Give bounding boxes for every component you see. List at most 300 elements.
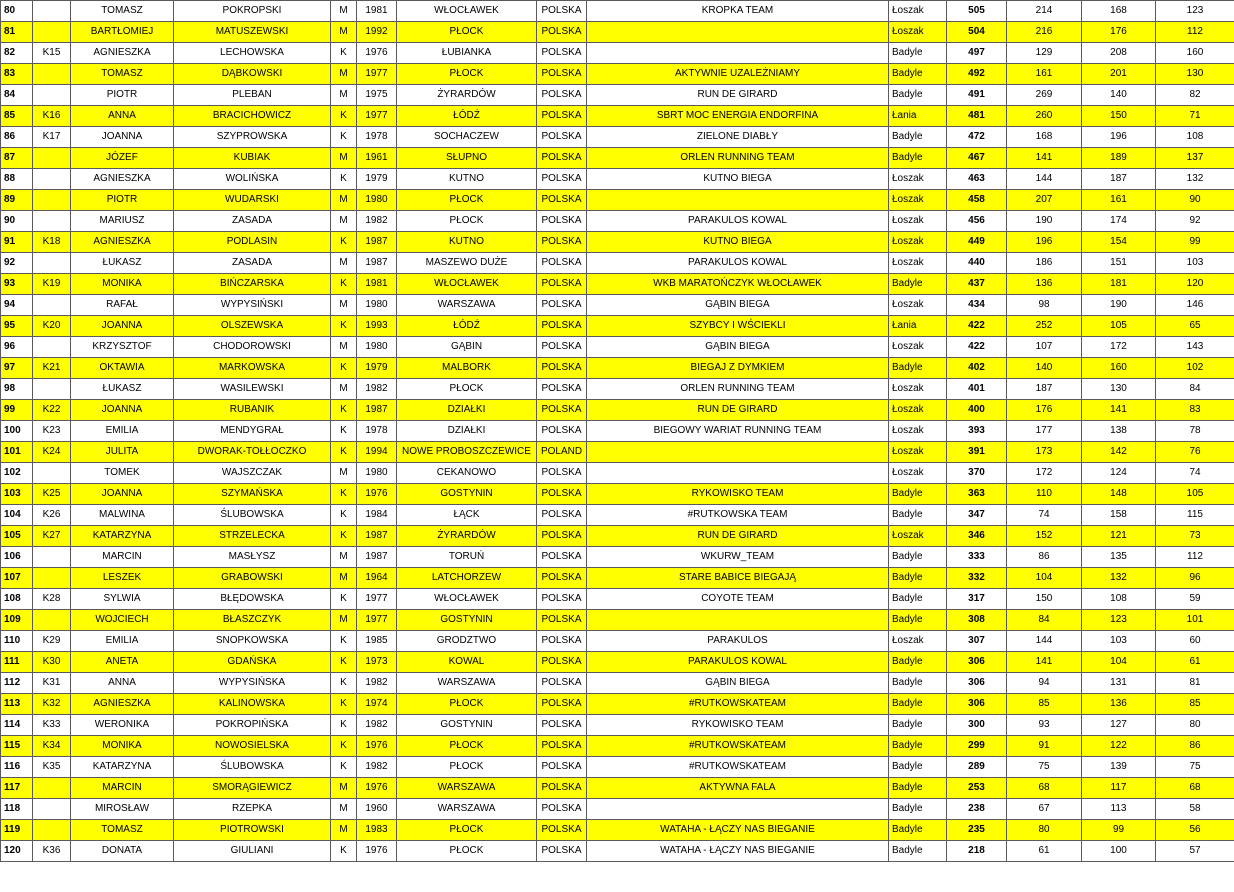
score-1-cell: 80 <box>1007 820 1082 841</box>
place-cell: 92 <box>1 253 33 274</box>
age-category-cell: Łoszak <box>889 1 947 22</box>
birth-year-cell: 1976 <box>357 778 397 799</box>
points-cell: 306 <box>947 673 1007 694</box>
age-category-cell: Łoszak <box>889 295 947 316</box>
country-cell: POLSKA <box>537 673 587 694</box>
category-rank-cell: K22 <box>33 400 71 421</box>
sex-cell: M <box>331 1 357 22</box>
points-cell: 456 <box>947 211 1007 232</box>
city-cell: ŻYRARDÓW <box>397 85 537 106</box>
score-1-cell: 168 <box>1007 127 1082 148</box>
age-category-cell: Badyle <box>889 85 947 106</box>
first-name-cell: PIOTR <box>71 85 174 106</box>
table-row <box>1 337 1234 358</box>
score-2-cell: 140 <box>1082 85 1156 106</box>
place-cell: 120 <box>1 841 33 862</box>
points-cell: 299 <box>947 736 1007 757</box>
birth-year-cell: 1987 <box>357 547 397 568</box>
last-name-cell: PIOTROWSKI <box>174 820 331 841</box>
team-cell: WKURW_TEAM <box>587 547 889 568</box>
team-cell: WATAHA - ŁĄCZY NAS BIEGANIE <box>587 820 889 841</box>
sex-cell: K <box>331 43 357 64</box>
score-3-cell: 73 <box>1156 526 1234 547</box>
age-category-cell: Badyle <box>889 505 947 526</box>
city-cell: PŁOCK <box>397 694 537 715</box>
last-name-cell: RUBANIK <box>174 400 331 421</box>
points-cell: 308 <box>947 610 1007 631</box>
team-cell: COYOTE TEAM <box>587 589 889 610</box>
sex-cell: M <box>331 22 357 43</box>
country-cell: POLAND <box>537 442 587 463</box>
score-3-cell: 58 <box>1156 799 1234 820</box>
score-1-cell: 91 <box>1007 736 1082 757</box>
birth-year-cell: 1976 <box>357 841 397 862</box>
sex-cell: M <box>331 778 357 799</box>
first-name-cell: AGNIESZKA <box>71 169 174 190</box>
city-cell: NOWE PROBOSZCZEWICE <box>397 442 537 463</box>
score-2-cell: 123 <box>1082 610 1156 631</box>
team-cell: RUN DE GIRARD <box>587 85 889 106</box>
score-3-cell: 65 <box>1156 316 1234 337</box>
place-cell: 81 <box>1 22 33 43</box>
age-category-cell: Badyle <box>889 64 947 85</box>
points-cell: 218 <box>947 841 1007 862</box>
last-name-cell: WOLIŃSKA <box>174 169 331 190</box>
country-cell: POLSKA <box>537 232 587 253</box>
points-cell: 422 <box>947 316 1007 337</box>
city-cell: MALBORK <box>397 358 537 379</box>
last-name-cell: MASŁYSZ <box>174 547 331 568</box>
score-1-cell: 68 <box>1007 778 1082 799</box>
score-1-cell: 75 <box>1007 757 1082 778</box>
last-name-cell: WUDARSKI <box>174 190 331 211</box>
last-name-cell: KALINOWSKA <box>174 694 331 715</box>
score-2-cell: 196 <box>1082 127 1156 148</box>
age-category-cell: Badyle <box>889 799 947 820</box>
score-2-cell: 131 <box>1082 673 1156 694</box>
age-category-cell: Badyle <box>889 652 947 673</box>
city-cell: DZIAŁKI <box>397 400 537 421</box>
city-cell: WARSZAWA <box>397 799 537 820</box>
first-name-cell: JOANNA <box>71 484 174 505</box>
age-category-cell: Badyle <box>889 43 947 64</box>
place-cell: 119 <box>1 820 33 841</box>
birth-year-cell: 1982 <box>357 673 397 694</box>
score-3-cell: 56 <box>1156 820 1234 841</box>
category-rank-cell <box>33 610 71 631</box>
points-cell: 370 <box>947 463 1007 484</box>
first-name-cell: SYLWIA <box>71 589 174 610</box>
country-cell: POLSKA <box>537 295 587 316</box>
team-cell <box>587 610 889 631</box>
place-cell: 87 <box>1 148 33 169</box>
age-category-cell: Łoszak <box>889 211 947 232</box>
birth-year-cell: 1964 <box>357 568 397 589</box>
sex-cell: K <box>331 232 357 253</box>
score-3-cell: 120 <box>1156 274 1234 295</box>
score-2-cell: 158 <box>1082 505 1156 526</box>
score-1-cell: 107 <box>1007 337 1082 358</box>
birth-year-cell: 1980 <box>357 295 397 316</box>
place-cell: 94 <box>1 295 33 316</box>
points-cell: 504 <box>947 22 1007 43</box>
last-name-cell: WYPYSIŃSKI <box>174 295 331 316</box>
score-3-cell: 146 <box>1156 295 1234 316</box>
score-2-cell: 176 <box>1082 22 1156 43</box>
birth-year-cell: 1976 <box>357 736 397 757</box>
birth-year-cell: 1993 <box>357 316 397 337</box>
score-2-cell: 161 <box>1082 190 1156 211</box>
table-row <box>1 505 1234 526</box>
table-row <box>1 379 1234 400</box>
place-cell: 107 <box>1 568 33 589</box>
points-cell: 333 <box>947 547 1007 568</box>
place-cell: 103 <box>1 484 33 505</box>
country-cell: POLSKA <box>537 736 587 757</box>
age-category-cell: Badyle <box>889 715 947 736</box>
birth-year-cell: 1980 <box>357 337 397 358</box>
score-1-cell: 140 <box>1007 358 1082 379</box>
city-cell: WŁOCŁAWEK <box>397 1 537 22</box>
age-category-cell: Badyle <box>889 820 947 841</box>
sex-cell: K <box>331 841 357 862</box>
last-name-cell: WYPYSIŃSKA <box>174 673 331 694</box>
table-row <box>1 673 1234 694</box>
team-cell: #RUTKOWSKATEAM <box>587 736 889 757</box>
team-cell: GĄBIN BIEGA <box>587 673 889 694</box>
points-cell: 440 <box>947 253 1007 274</box>
age-category-cell: Łoszak <box>889 232 947 253</box>
last-name-cell: ZASADA <box>174 253 331 274</box>
place-cell: 108 <box>1 589 33 610</box>
city-cell: PŁOCK <box>397 841 537 862</box>
place-cell: 90 <box>1 211 33 232</box>
team-cell: BIEGOWY WARIAT RUNNING TEAM <box>587 421 889 442</box>
points-cell: 505 <box>947 1 1007 22</box>
city-cell: GOSTYNIN <box>397 610 537 631</box>
country-cell: POLSKA <box>537 274 587 295</box>
category-rank-cell <box>33 169 71 190</box>
place-cell: 113 <box>1 694 33 715</box>
last-name-cell: OLSZEWSKA <box>174 316 331 337</box>
country-cell: POLSKA <box>537 379 587 400</box>
table-row <box>1 715 1234 736</box>
city-cell: DZIAŁKI <box>397 421 537 442</box>
score-2-cell: 99 <box>1082 820 1156 841</box>
first-name-cell: MARIUSZ <box>71 211 174 232</box>
country-cell: POLSKA <box>537 400 587 421</box>
points-cell: 347 <box>947 505 1007 526</box>
place-cell: 117 <box>1 778 33 799</box>
first-name-cell: WOJCIECH <box>71 610 174 631</box>
first-name-cell: JOANNA <box>71 316 174 337</box>
first-name-cell: DONATA <box>71 841 174 862</box>
category-rank-cell: K34 <box>33 736 71 757</box>
place-cell: 99 <box>1 400 33 421</box>
age-category-cell: Badyle <box>889 547 947 568</box>
score-3-cell: 90 <box>1156 190 1234 211</box>
points-cell: 238 <box>947 799 1007 820</box>
age-category-cell: Łoszak <box>889 379 947 400</box>
place-cell: 102 <box>1 463 33 484</box>
birth-year-cell: 1978 <box>357 127 397 148</box>
score-3-cell: 123 <box>1156 1 1234 22</box>
country-cell: POLSKA <box>537 652 587 673</box>
sex-cell: M <box>331 295 357 316</box>
birth-year-cell: 1979 <box>357 358 397 379</box>
age-category-cell: Badyle <box>889 568 947 589</box>
score-1-cell: 177 <box>1007 421 1082 442</box>
place-cell: 91 <box>1 232 33 253</box>
score-2-cell: 208 <box>1082 43 1156 64</box>
country-cell: POLSKA <box>537 589 587 610</box>
team-cell: KUTNO BIEGA <box>587 169 889 190</box>
score-2-cell: 174 <box>1082 211 1156 232</box>
country-cell: POLSKA <box>537 757 587 778</box>
score-3-cell: 108 <box>1156 127 1234 148</box>
birth-year-cell: 1982 <box>357 757 397 778</box>
score-2-cell: 187 <box>1082 169 1156 190</box>
score-3-cell: 160 <box>1156 43 1234 64</box>
category-rank-cell <box>33 568 71 589</box>
place-cell: 83 <box>1 64 33 85</box>
place-cell: 82 <box>1 43 33 64</box>
score-3-cell: 112 <box>1156 22 1234 43</box>
country-cell: POLSKA <box>537 43 587 64</box>
last-name-cell: SZYPROWSKA <box>174 127 331 148</box>
points-cell: 346 <box>947 526 1007 547</box>
place-cell: 116 <box>1 757 33 778</box>
sex-cell: K <box>331 673 357 694</box>
score-1-cell: 207 <box>1007 190 1082 211</box>
score-3-cell: 68 <box>1156 778 1234 799</box>
sex-cell: K <box>331 631 357 652</box>
last-name-cell: GIULIANI <box>174 841 331 862</box>
category-rank-cell: K25 <box>33 484 71 505</box>
score-2-cell: 124 <box>1082 463 1156 484</box>
table-row <box>1 568 1234 589</box>
table-row <box>1 631 1234 652</box>
country-cell: POLSKA <box>537 169 587 190</box>
score-1-cell: 129 <box>1007 43 1082 64</box>
category-rank-cell <box>33 778 71 799</box>
score-3-cell: 103 <box>1156 253 1234 274</box>
country-cell: POLSKA <box>537 799 587 820</box>
first-name-cell: AGNIESZKA <box>71 694 174 715</box>
score-1-cell: 61 <box>1007 841 1082 862</box>
birth-year-cell: 1973 <box>357 652 397 673</box>
first-name-cell: LESZEK <box>71 568 174 589</box>
place-cell: 104 <box>1 505 33 526</box>
team-cell: SZYBCY I WŚCIEKLI <box>587 316 889 337</box>
points-cell: 458 <box>947 190 1007 211</box>
category-rank-cell: K27 <box>33 526 71 547</box>
table-row <box>1 820 1234 841</box>
score-3-cell: 81 <box>1156 673 1234 694</box>
score-1-cell: 144 <box>1007 169 1082 190</box>
table-row <box>1 22 1234 43</box>
birth-year-cell: 1974 <box>357 694 397 715</box>
category-rank-cell: K23 <box>33 421 71 442</box>
score-3-cell: 85 <box>1156 694 1234 715</box>
score-3-cell: 71 <box>1156 106 1234 127</box>
age-category-cell: Łania <box>889 316 947 337</box>
last-name-cell: PLEBAN <box>174 85 331 106</box>
age-category-cell: Badyle <box>889 694 947 715</box>
last-name-cell: CHODOROWSKI <box>174 337 331 358</box>
score-2-cell: 160 <box>1082 358 1156 379</box>
birth-year-cell: 1987 <box>357 232 397 253</box>
first-name-cell: ŁUKASZ <box>71 379 174 400</box>
category-rank-cell <box>33 64 71 85</box>
first-name-cell: MARCIN <box>71 547 174 568</box>
place-cell: 96 <box>1 337 33 358</box>
category-rank-cell <box>33 148 71 169</box>
first-name-cell: KATARZYNA <box>71 757 174 778</box>
age-category-cell: Łoszak <box>889 337 947 358</box>
category-rank-cell <box>33 799 71 820</box>
city-cell: ŁÓDŹ <box>397 106 537 127</box>
age-category-cell: Łoszak <box>889 400 947 421</box>
last-name-cell: LECHOWSKA <box>174 43 331 64</box>
age-category-cell: Badyle <box>889 736 947 757</box>
score-1-cell: 214 <box>1007 1 1082 22</box>
category-rank-cell <box>33 1 71 22</box>
age-category-cell: Łoszak <box>889 169 947 190</box>
table-row <box>1 43 1234 64</box>
points-cell: 437 <box>947 274 1007 295</box>
sex-cell: M <box>331 820 357 841</box>
score-1-cell: 67 <box>1007 799 1082 820</box>
sex-cell: M <box>331 253 357 274</box>
place-cell: 98 <box>1 379 33 400</box>
team-cell: RYKOWISKO TEAM <box>587 484 889 505</box>
city-cell: PŁOCK <box>397 190 537 211</box>
birth-year-cell: 1982 <box>357 379 397 400</box>
sex-cell: M <box>331 379 357 400</box>
birth-year-cell: 1981 <box>357 1 397 22</box>
score-2-cell: 151 <box>1082 253 1156 274</box>
category-rank-cell: K16 <box>33 106 71 127</box>
table-row <box>1 799 1234 820</box>
category-rank-cell <box>33 463 71 484</box>
country-cell: POLSKA <box>537 421 587 442</box>
category-rank-cell: K18 <box>33 232 71 253</box>
category-rank-cell <box>33 547 71 568</box>
team-cell: WATAHA - ŁĄCZY NAS BIEGANIE <box>587 841 889 862</box>
points-cell: 400 <box>947 400 1007 421</box>
category-rank-cell <box>33 820 71 841</box>
first-name-cell: JÓZEF <box>71 148 174 169</box>
score-2-cell: 122 <box>1082 736 1156 757</box>
age-category-cell: Badyle <box>889 148 947 169</box>
place-cell: 85 <box>1 106 33 127</box>
sex-cell: M <box>331 547 357 568</box>
last-name-cell: BŁASZCZYK <box>174 610 331 631</box>
last-name-cell: WAJSZCZAK <box>174 463 331 484</box>
score-3-cell: 61 <box>1156 652 1234 673</box>
points-cell: 300 <box>947 715 1007 736</box>
first-name-cell: JOANNA <box>71 400 174 421</box>
place-cell: 95 <box>1 316 33 337</box>
score-3-cell: 57 <box>1156 841 1234 862</box>
category-rank-cell: K30 <box>33 652 71 673</box>
score-1-cell: 260 <box>1007 106 1082 127</box>
age-category-cell: Badyle <box>889 274 947 295</box>
table-row <box>1 106 1234 127</box>
table-row <box>1 1 1234 22</box>
last-name-cell: SMORĄGIEWICZ <box>174 778 331 799</box>
score-3-cell: 101 <box>1156 610 1234 631</box>
category-rank-cell <box>33 85 71 106</box>
place-cell: 101 <box>1 442 33 463</box>
birth-year-cell: 1987 <box>357 253 397 274</box>
first-name-cell: WERONIKA <box>71 715 174 736</box>
birth-year-cell: 1960 <box>357 799 397 820</box>
sex-cell: K <box>331 316 357 337</box>
last-name-cell: MARKOWSKA <box>174 358 331 379</box>
last-name-cell: MENDYGRAŁ <box>174 421 331 442</box>
team-cell: RUN DE GIRARD <box>587 526 889 547</box>
points-cell: 467 <box>947 148 1007 169</box>
score-3-cell: 78 <box>1156 421 1234 442</box>
team-cell: RUN DE GIRARD <box>587 400 889 421</box>
category-rank-cell: K21 <box>33 358 71 379</box>
team-cell: #RUTKOWSKA TEAM <box>587 505 889 526</box>
city-cell: GOSTYNIN <box>397 484 537 505</box>
country-cell: POLSKA <box>537 526 587 547</box>
age-category-cell: Badyle <box>889 673 947 694</box>
table-row <box>1 547 1234 568</box>
last-name-cell: RZEPKA <box>174 799 331 820</box>
sex-cell: K <box>331 526 357 547</box>
score-3-cell: 75 <box>1156 757 1234 778</box>
team-cell <box>587 799 889 820</box>
first-name-cell: TOMASZ <box>71 1 174 22</box>
first-name-cell: JOANNA <box>71 127 174 148</box>
table-row <box>1 841 1234 862</box>
score-2-cell: 141 <box>1082 400 1156 421</box>
category-rank-cell: K20 <box>33 316 71 337</box>
place-cell: 89 <box>1 190 33 211</box>
table-row <box>1 421 1234 442</box>
team-cell: ZIELONE DIABŁY <box>587 127 889 148</box>
sex-cell: M <box>331 337 357 358</box>
score-2-cell: 132 <box>1082 568 1156 589</box>
city-cell: PŁOCK <box>397 757 537 778</box>
country-cell: POLSKA <box>537 820 587 841</box>
city-cell: PŁOCK <box>397 22 537 43</box>
score-3-cell: 102 <box>1156 358 1234 379</box>
team-cell: #RUTKOWSKATEAM <box>587 757 889 778</box>
birth-year-cell: 1987 <box>357 526 397 547</box>
country-cell: POLSKA <box>537 85 587 106</box>
points-cell: 463 <box>947 169 1007 190</box>
score-2-cell: 150 <box>1082 106 1156 127</box>
first-name-cell: OKTAWIA <box>71 358 174 379</box>
age-category-cell: Badyle <box>889 610 947 631</box>
city-cell: ŻYRARDÓW <box>397 526 537 547</box>
table-row <box>1 400 1234 421</box>
sex-cell: K <box>331 169 357 190</box>
birth-year-cell: 1992 <box>357 22 397 43</box>
place-cell: 110 <box>1 631 33 652</box>
age-category-cell: Łoszak <box>889 463 947 484</box>
score-2-cell: 172 <box>1082 337 1156 358</box>
last-name-cell: ŚLUBOWSKA <box>174 757 331 778</box>
score-3-cell: 80 <box>1156 715 1234 736</box>
country-cell: POLSKA <box>537 253 587 274</box>
